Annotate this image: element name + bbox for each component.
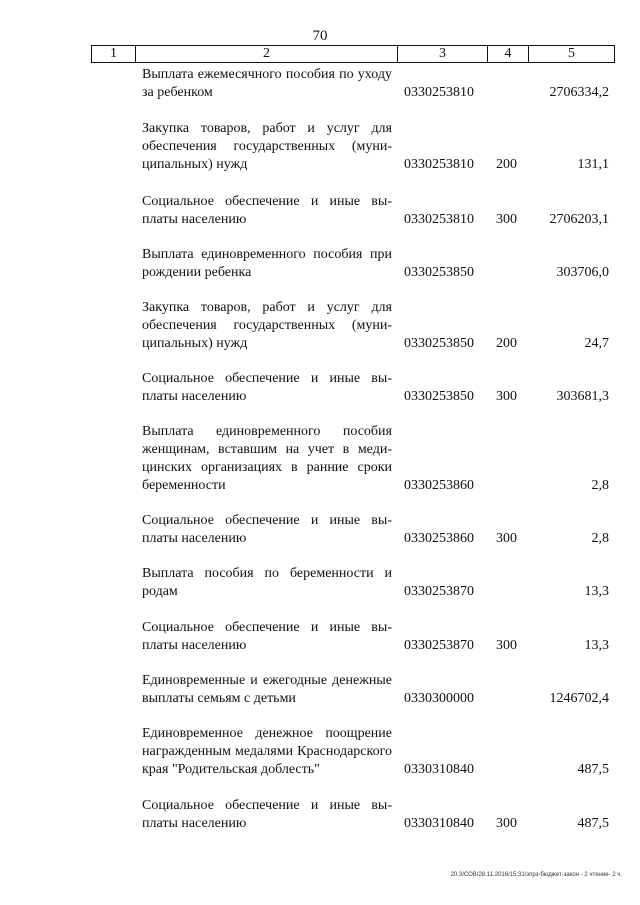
row-code: 0330310840 [404,816,474,831]
row-code: 0330253810 [404,85,474,100]
row-code: 0330310840 [404,762,474,777]
row-code: 0330253850 [404,265,474,280]
row-amount: 24,7 [584,336,609,351]
row-code: 0330253870 [404,638,474,653]
row-amount: 487,5 [577,816,609,831]
row-amount: 131,1 [577,157,609,172]
row-name: Закупка товаров, работ и услуг для обеспечения государственных (муниципальных) нужд [142,300,392,351]
column-header-4: 4 [487,46,528,62]
column-header-3: 3 [397,46,487,62]
row-code: 0330253860 [404,531,474,546]
row-amount: 303681,3 [556,389,609,404]
row-code: 0330253870 [404,584,474,599]
row-code: 0330253860 [404,478,474,493]
column-header-5: 5 [528,46,614,62]
row-amount: 13,3 [584,584,609,599]
footer-note: 20.3/СОВ/28.11.2016/15:31/зпрз-бюджет-закон - 2 чтение- 2 ч. [450,872,622,878]
row-name: Единовременные и ежегодные денежные выплаты семьям с детьми [142,673,392,706]
row-code: 0330253850 [404,336,474,351]
row-amount: 13,3 [584,638,609,653]
row-type: 200 [496,157,517,172]
row-name: Единовременное денежное поощрение награжденным медалями Краснодарского края "Родительская доблесть" [142,726,392,777]
row-amount: 303706,0 [556,265,609,280]
row-code: 0330253810 [404,157,474,172]
row-amount: 487,5 [577,762,609,777]
column-header [91,45,615,63]
row-amount: 2,8 [591,531,609,546]
row-amount: 2,8 [591,478,609,493]
column-header-2: 2 [135,46,397,62]
row-type: 300 [496,531,517,546]
row-type: 300 [496,638,517,653]
row-code: 0330253850 [404,389,474,404]
row-amount: 2706334,2 [549,85,609,100]
page-number: 70 [312,28,328,44]
row-name: Социальное обеспечение и иные выплаты населению [142,194,392,227]
row-name: Социальное обеспечение и иные выплаты населению [142,798,392,831]
row-type: 300 [496,212,517,227]
row-name: Выплата ежемесячного пособия по уходу за ребенком [142,67,392,100]
column-header-1: 1 [110,46,117,61]
row-name: Выплата пособия по беременности и родам [142,566,392,599]
row-type: 200 [496,336,517,351]
row-name: Закупка товаров, работ и услуг для обеспечения государственных (муниципальных) нужд [142,121,392,172]
row-name: Социальное обеспечение и иные выплаты населению [142,371,392,404]
row-name: Выплата единовременного пособия при рождении ребенка [142,247,392,280]
row-name: Социальное обеспечение и иные выплаты населению [142,513,392,546]
row-type: 300 [496,389,517,404]
row-amount: 1246702,4 [549,691,609,706]
row-name: Выплата единовременного пособия женщинам, вставшим на учет в медицинских организациях в ранние сроки беременности [142,424,392,493]
row-code: 0330253810 [404,212,474,227]
row-amount: 2706203,1 [549,212,609,227]
row-code: 0330300000 [404,691,474,706]
row-type: 300 [496,816,517,831]
row-name: Социальное обеспечение и иные выплаты населению [142,620,392,653]
